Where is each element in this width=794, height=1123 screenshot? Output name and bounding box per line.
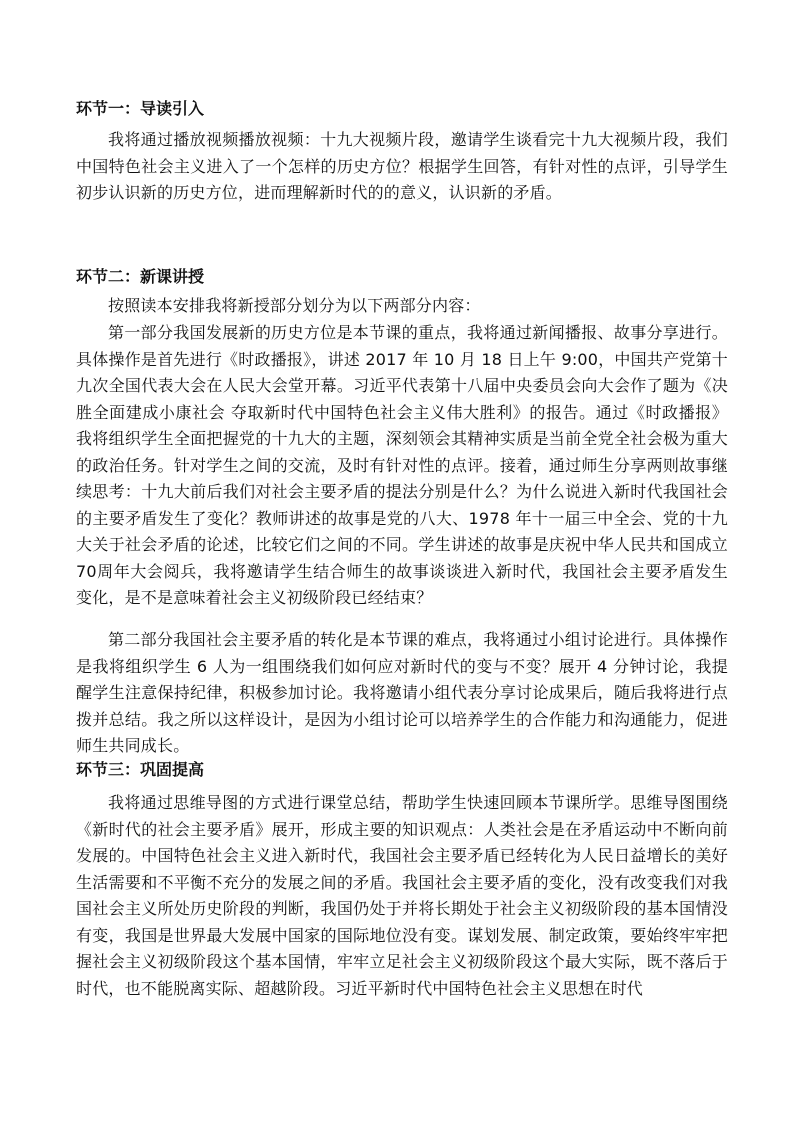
section-1-paragraph: 我将通过播放视频播放视频：十九大视频片段，邀请学生谈看完十九大视频片段，我们中国特色社会主义进入了一个怎样的历史方位？根据学生回答，有针对性的点评，引导学生初步认识新的历史方位，进而理解新时代的的意义，认识新的矛盾。 <box>76 130 728 202</box>
section-2-part-one-paragraph: 第一部分我国发展新的历史方位是本节课的重点，我将通过新闻播报、故事分享进行。具体操作是首先进行《时政播报》，讲述 2017 年 10 月 18 日上午 9:00，中国共产党第十九次全国代表大会在人民大会堂开幕。习近平代表第十八届中央委员会向大会作了题为《决胜全面建成小康社会 夺取新时代中国特色社会主义伟大胜利》的报告。通过《时政播报》我将组织学生全面把握党的十九大的主题，深刻领会其精神实质是当前全党全社会极为重大的政治任务。针对学生之间的交流，及时有针对性的点评。接着，通过师生分享两则故事继续思考：十九大前后我们对社会主要矛盾的提法分别是什么？为什么说进入新时代我国社会的主要矛盾发生了变化？教师讲述的故事是党的八大、1978 年十一届三中全会、党的十九大关于社会矛盾的论述，比较它们之间的不同。学生讲述的故事是庆祝中华人民共和国成立70周年大会阅兵，我将邀请学生结合师生的故事谈谈进入新时代，我国社会主要矛盾发生变化，是不是意味着社会主义初级阶段已经结束？ <box>76 323 728 607</box>
section-2-intro-paragraph: 按照读本安排我将新授部分划分为以下两部分内容： <box>108 296 481 315</box>
section-heading-3: 环节三：巩固提高 <box>76 760 205 779</box>
section-heading-2: 环节二：新课讲授 <box>76 267 205 286</box>
section-heading-1: 环节一：导读引入 <box>76 99 205 118</box>
section-2-part-two-paragraph: 第二部分我国社会主要矛盾的转化是本节课的难点，我将通过小组讨论进行。具体操作是我将组织学生 6 人为一组围绕我们如何应对新时代的变与不变？展开 4 分钟讨论，我提醒学生注意保持纪律，积极参加讨论。我将邀请小组代表分享讨论成果后，随后我将进行点拨并总结。我之所以这样设计，是因为小组讨论可以培养学生的合作能力和沟通能力，促进师生共同成长。 <box>76 630 728 755</box>
section-3-paragraph: 我将通过思维导图的方式进行课堂总结，帮助学生快速回顾本节课所学。思维导图围绕《新时代的社会主要矛盾》展开，形成主要的知识观点：人类社会是在矛盾运动中不断向前发展的。中国特色社会主义进入新时代，我国社会主要矛盾已经转化为人民日益增长的美好生活需要和不平衡不充分的发展之间的矛盾。我国社会主要矛盾的变化，没有改变我们对我国社会主义所处历史阶段的判断，我国仍处于并将长期处于社会主义初级阶段的基本国情没有变，我国是世界最大发展中国家的国际地位没有变。谋划发展、制定政策，要始终牢牢把握社会主义初级阶段这个基本国情，牢牢立足社会主义初级阶段这个最大实际，既不落后于时代，也不能脱离实际、超越阶段。习近平新时代中国特色社会主义思想在时代 <box>76 793 728 998</box>
